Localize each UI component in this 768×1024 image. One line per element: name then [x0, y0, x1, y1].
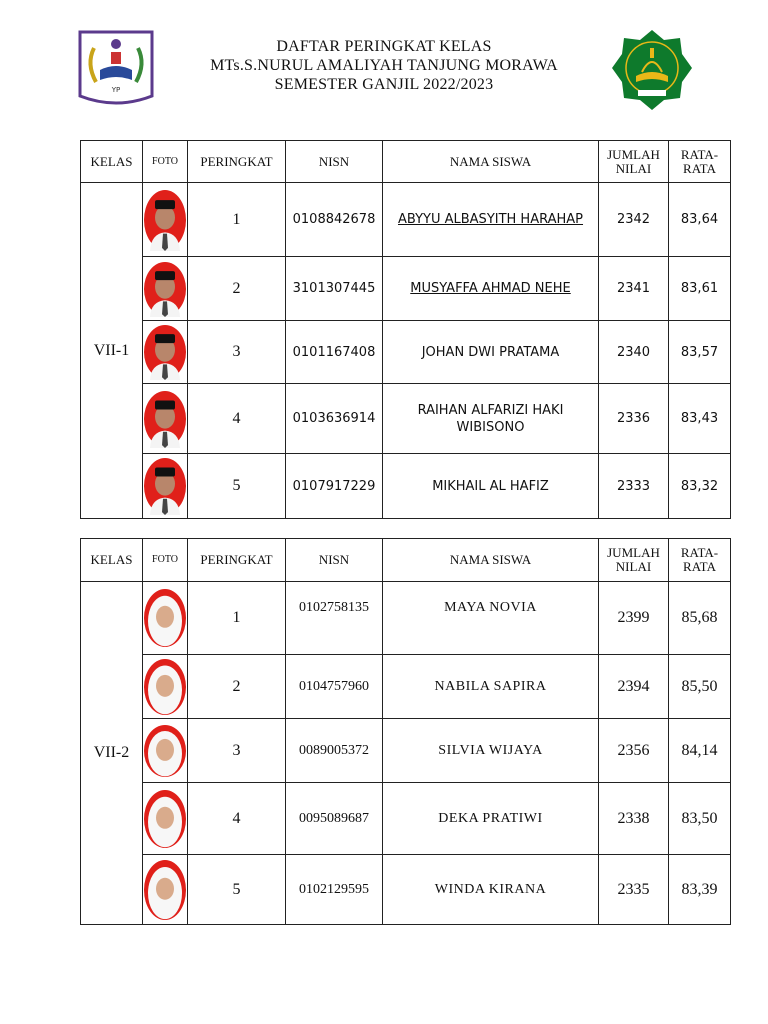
jumlah-nilai-cell: 2399	[599, 582, 669, 655]
kelas-label: VII-2	[81, 582, 143, 925]
rata-rata-cell: 83,50	[669, 783, 731, 855]
student-photo-image	[143, 261, 187, 317]
rank-cell: 1	[188, 582, 286, 655]
student-photo	[143, 719, 188, 783]
page-title	[160, 37, 608, 94]
rata-rata-cell: 85,50	[669, 655, 731, 719]
col-rata-rata: RATA- RATA	[669, 539, 731, 582]
school-logo-icon	[78, 30, 154, 108]
table-row	[81, 655, 731, 719]
title-line-2: MTs.S.NURUL AMALIYAH TANJUNG MORAWA	[210, 57, 558, 74]
col-kelas: KELAS	[81, 141, 143, 183]
col-peringkat: PERINGKAT	[188, 141, 286, 183]
table-row	[81, 321, 731, 384]
student-photo	[143, 321, 188, 384]
student-name-cell: SILVIA WIJAYA	[383, 719, 599, 783]
student-name-cell: MAYA NOVIA	[383, 582, 599, 655]
student-photo-image	[143, 789, 187, 849]
student-photo	[143, 183, 188, 257]
rank-cell: 2	[188, 257, 286, 321]
rata-rata-cell: 85,68	[669, 582, 731, 655]
col-foto: FOTO	[143, 141, 188, 183]
ranking-table-vii-2	[80, 538, 731, 925]
table-row	[81, 384, 731, 454]
jumlah-nilai-cell: 2340	[599, 321, 669, 384]
student-name-cell: JOHAN DWI PRATAMA	[383, 321, 599, 384]
student-photo	[143, 454, 188, 519]
kelas-label: VII-1	[81, 183, 143, 519]
student-name-cell: DEKA PRATIWI	[383, 783, 599, 855]
nisn-cell: 0102758135	[286, 582, 383, 655]
jumlah-nilai-cell: 2335	[599, 855, 669, 925]
col-peringkat: PERINGKAT	[188, 539, 286, 582]
student-photo-image	[143, 390, 187, 448]
student-name-cell: MUSYAFFA AHMAD NEHE	[383, 257, 599, 321]
nisn-cell: 0101167408	[286, 321, 383, 384]
table-row	[81, 855, 731, 925]
student-photo-image	[143, 588, 187, 648]
rank-cell: 3	[188, 719, 286, 783]
jumlah-nilai-cell: 2342	[599, 183, 669, 257]
student-name-cell: MIKHAIL AL HAFIZ	[383, 454, 599, 519]
col-kelas: KELAS	[81, 539, 143, 582]
nisn-cell: 0095089687	[286, 783, 383, 855]
nisn-cell: 0102129595	[286, 855, 383, 925]
rank-cell: 2	[188, 655, 286, 719]
student-name-cell: ABYYU ALBASYITH HARAHAP	[383, 183, 599, 257]
jumlah-nilai-cell: 2356	[599, 719, 669, 783]
table-header-row	[81, 539, 731, 582]
student-photo	[143, 783, 188, 855]
title-line-1: DAFTAR PERINGKAT KELAS	[276, 38, 492, 55]
student-name-cell: WINDA KIRANA	[383, 855, 599, 925]
ranking-table-vii-1	[80, 140, 731, 519]
table-header-row	[81, 141, 731, 183]
document-header	[0, 0, 768, 120]
rank-cell: 4	[188, 783, 286, 855]
nisn-cell: 0104757960	[286, 655, 383, 719]
table-row	[81, 454, 731, 519]
nisn-cell: 3101307445	[286, 257, 383, 321]
table-row	[81, 257, 731, 321]
col-rata-rata: RATA- RATA	[669, 141, 731, 183]
student-photo	[143, 582, 188, 655]
nisn-cell: 0107917229	[286, 454, 383, 519]
title-line-3: SEMESTER GANJIL 2022/2023	[274, 76, 494, 93]
col-jumlah-nilai: JUMLAH NILAI	[599, 141, 669, 183]
col-foto: FOTO	[143, 539, 188, 582]
rank-cell: 4	[188, 384, 286, 454]
jumlah-nilai-cell: 2341	[599, 257, 669, 321]
jumlah-nilai-cell: 2333	[599, 454, 669, 519]
col-nama-siswa: NAMA SISWA	[383, 141, 599, 183]
col-nisn: NISN	[286, 141, 383, 183]
student-photo-image	[143, 658, 187, 716]
rata-rata-cell: 83,64	[669, 183, 731, 257]
student-photo-image	[143, 189, 187, 251]
table-row	[81, 783, 731, 855]
rata-rata-cell: 83,57	[669, 321, 731, 384]
rata-rata-cell: 83,39	[669, 855, 731, 925]
nisn-cell: 0108842678	[286, 183, 383, 257]
student-photo	[143, 384, 188, 454]
jumlah-nilai-cell: 2338	[599, 783, 669, 855]
student-name-cell: RAIHAN ALFARIZI HAKI WIBISONO	[383, 384, 599, 454]
student-photo-image	[143, 859, 187, 921]
student-photo-image	[143, 457, 187, 515]
student-photo-image	[143, 324, 187, 380]
student-photo	[143, 855, 188, 925]
rata-rata-cell: 83,43	[669, 384, 731, 454]
rata-rata-cell: 83,32	[669, 454, 731, 519]
rank-cell: 5	[188, 454, 286, 519]
student-photo	[143, 257, 188, 321]
col-nama-siswa: NAMA SISWA	[383, 539, 599, 582]
nisn-cell: 0089005372	[286, 719, 383, 783]
ministry-logo-icon	[612, 28, 692, 112]
nisn-cell: 0103636914	[286, 384, 383, 454]
rank-cell: 1	[188, 183, 286, 257]
jumlah-nilai-cell: 2336	[599, 384, 669, 454]
rata-rata-cell: 83,61	[669, 257, 731, 321]
table-row	[81, 183, 731, 257]
student-name-cell: NABILA SAPIRA	[383, 655, 599, 719]
table-row	[81, 582, 731, 655]
col-jumlah-nilai: JUMLAH NILAI	[599, 539, 669, 582]
rank-cell: 5	[188, 855, 286, 925]
student-photo	[143, 655, 188, 719]
rata-rata-cell: 84,14	[669, 719, 731, 783]
student-photo-image	[143, 724, 187, 778]
jumlah-nilai-cell: 2394	[599, 655, 669, 719]
left-logo-text: YP	[111, 86, 121, 94]
rank-cell: 3	[188, 321, 286, 384]
col-nisn: NISN	[286, 539, 383, 582]
table-row	[81, 719, 731, 783]
